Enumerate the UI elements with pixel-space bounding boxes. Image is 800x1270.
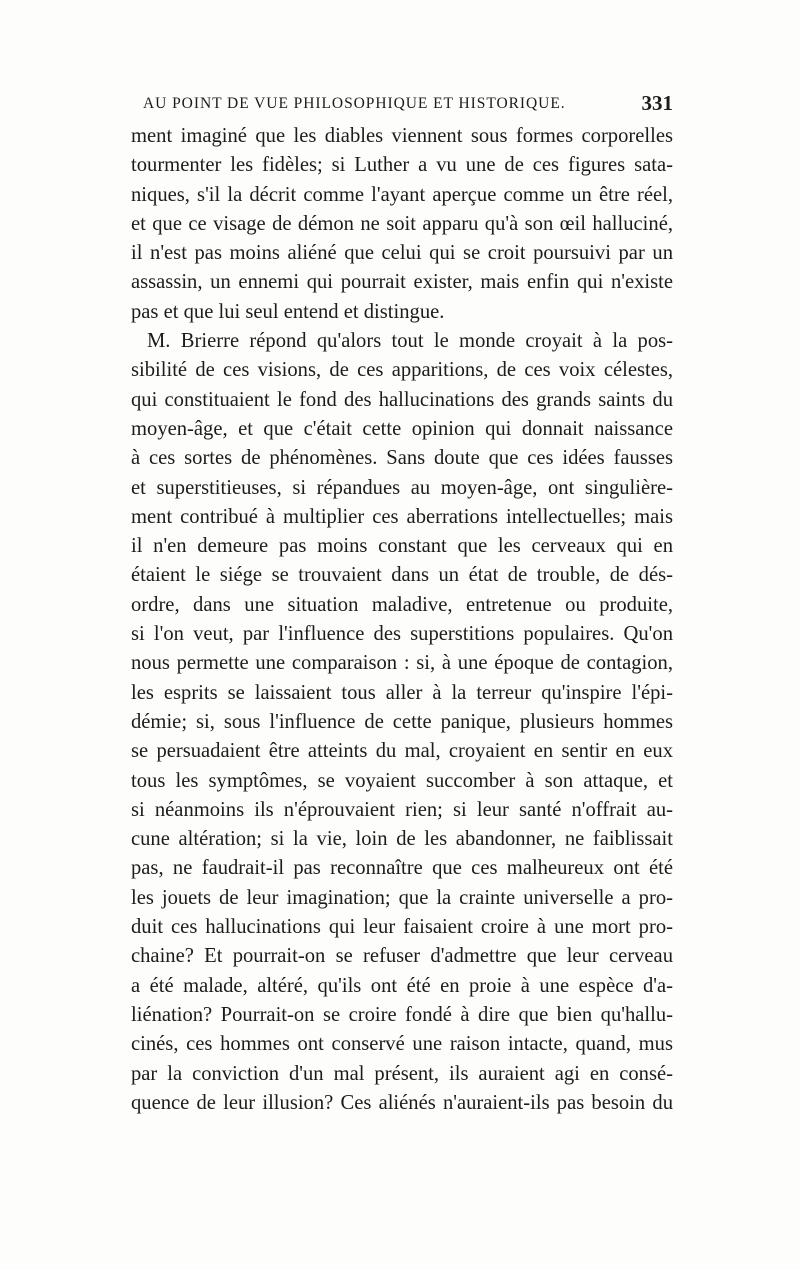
text-line: pas et que lui seul entend et distingue.: [131, 300, 445, 323]
text-line: sibilité de ces visions, de ces apparitions, de ces voix célestes,: [131, 359, 673, 382]
text-line: chaine? Et pourrait-on se refuser d'admettre que leur cerveau: [131, 945, 673, 968]
text-line: ment imaginé que les diables viennent sous formes corporelles: [131, 125, 673, 147]
text-line: niques, s'il la décrit comme l'ayant aperçue comme un être réel,: [131, 183, 673, 206]
text-line: il n'est pas moins aliéné que celui qui se croit poursuivi par un: [131, 242, 673, 265]
text-line: si néanmoins ils n'éprouvaient rien; si leur santé n'offrait au-: [131, 798, 673, 821]
text-line: assassin, un ennemi qui pourrait exister, mais enfin qui n'existe: [131, 271, 673, 294]
text-line: M. Brierre répond qu'alors tout le monde croyait à la pos-: [147, 330, 673, 353]
body-text: [131, 122, 673, 1118]
text-line: duit ces hallucinations qui leur faisaient croire à une mort pro-: [131, 916, 673, 939]
text-line: étaient le siége se trouvaient dans un état de trouble, de dés-: [131, 564, 673, 587]
text-line: tous les symptômes, se voyaient succomber à son attaque, et: [131, 769, 673, 792]
text-line: il n'en demeure pas moins constant que les cerveaux qui en: [131, 535, 673, 558]
paragraph: [131, 122, 673, 327]
text-line: tourmenter les fidèles; si Luther a vu une de ces figures sata-: [131, 154, 673, 177]
text-line: quence de leur illusion? Ces aliénés n'auraient-ils pas besoin du: [131, 1091, 673, 1114]
text-line: moyen-âge, et que c'était cette opinion qui donnait naissance: [131, 417, 673, 440]
text-line: qui constituaient le fond des hallucinations des grands saints du: [131, 388, 673, 411]
text-line: démie; si, sous l'influence de cette panique, plusieurs hommes: [131, 710, 673, 733]
text-line: ordre, dans une situation maladive, entretenue ou produite,: [131, 593, 673, 616]
page-number: 331: [641, 91, 673, 115]
text-line: nous permette une comparaison : si, à une époque de contagion,: [131, 652, 673, 675]
text-line: liénation? Pourrait-on se croire fondé à dire que bien qu'hallu-: [131, 1003, 673, 1026]
paragraph: [131, 327, 673, 1118]
text-line: cinés, ces hommes ont conservé une raison intacte, quand, mus: [131, 1033, 673, 1056]
text-line: les esprits se laissaient tous aller à la terreur qu'inspire l'épi-: [131, 681, 673, 704]
text-line: se persuadaient être atteints du mal, croyaient en sentir en eux: [131, 740, 673, 763]
text-line: à ces sortes de phénomènes. Sans doute que ces idées fausses: [131, 447, 673, 470]
text-line: ment contribué à multiplier ces aberrations intellectuelles; mais: [131, 505, 673, 528]
text-line: cune altération; si la vie, loin de les abandonner, ne faiblissait: [131, 828, 673, 851]
text-line: si l'on veut, par l'influence des superstitions populaires. Qu'on: [131, 623, 673, 646]
text-line: et que ce visage de démon ne soit apparu qu'à son œil halluciné,: [131, 212, 673, 235]
text-line: les jouets de leur imagination; que la crainte universelle a pro-: [131, 886, 673, 909]
text-line: pas, ne faudrait-il pas reconnaître que ces malheureux ont été: [131, 857, 673, 880]
text-line: a été malade, altéré, qu'ils ont été en proie à une espèce d'a-: [131, 974, 673, 997]
running-title: AU POINT DE VUE PHILOSOPHIQUE ET HISTORIQUE.: [143, 95, 566, 112]
text-line: et superstitieuses, si répandues au moyen-âge, ont singulière-: [131, 476, 673, 499]
text-line: par la conviction d'un mal présent, ils auraient agi en consé-: [131, 1062, 673, 1085]
page-header: [143, 92, 673, 116]
